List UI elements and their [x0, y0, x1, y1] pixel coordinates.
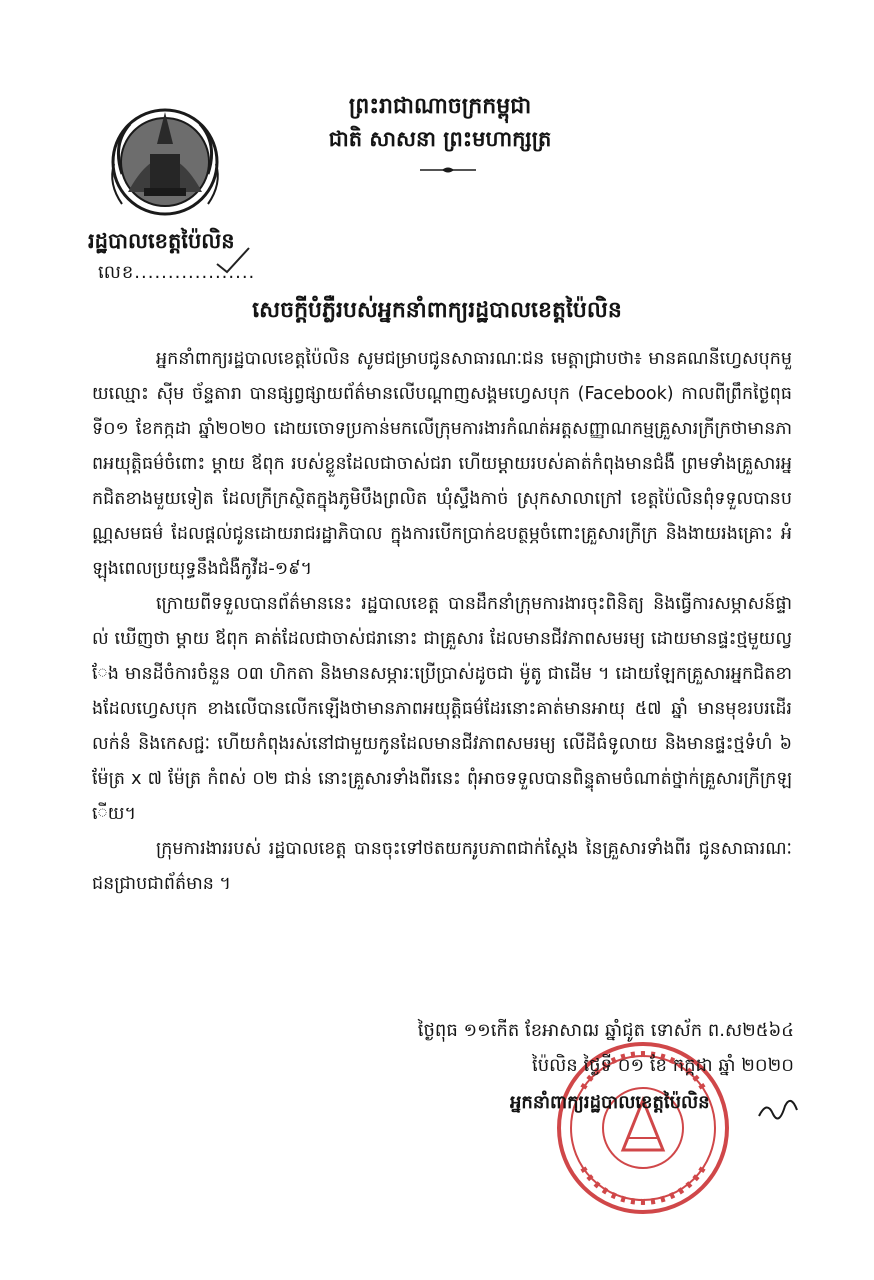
department-name: រដ្ឋបាលខេត្តប៉ៃលិន: [88, 229, 235, 253]
signature-icon: [755, 1092, 815, 1132]
kingdom-heading: ព្រះរាជាណាចក្រកម្ពុជា: [348, 94, 532, 119]
emblem-icon: [100, 104, 230, 222]
paragraph-2: ក្រោយពីទទួលបានព័ត៌មាននេះ រដ្ឋបាលខេត្ត បានដឹកនាំក្រុមការងារចុះពិនិត្យ និងធ្វើការសម្ភាសន៍ផ្ទាល់ ឃើញថា ម្តាយ ឪពុក គាត់ដែលជាចាស់ជរានោះ ជាគ្រួសារ ដែលមានជីវភាពសមរម្យ ដោយមានផ្ទះថ្មមួយល្វែង មានដីចំការចំនួន ០៣ ហិកតា និងមានសម្ភារៈប្រើប្រាស់ដូចជា ម៉ូតូ ជាដើម ។ ដោយឡែកគ្រួសារអ្នកជិតខាងដែលហ្វេសបុក ខាងលើបានលើកឡើងថាមានភាពអយុត្តិធម៌ដែរនោះគាត់មានអាយុ ៥៧ ឆ្នាំ មានមុខរបរដើរលក់នំ និងកេសជ្ជៈ ហើយកំពុងរស់នៅជាមួយកូនដែលមានជីវភាពសមរម្យ លើដីធំទូលាយ និងមានផ្ទះថ្មទំហំ ៦ ម៉ែត្រ x ៧ ម៉ែត្រ កំពស់ ០២ ជាន់ នោះគ្រួសារទាំងពីរនេះ ពុំអាចទទួលបានពិន្ទុតាមចំណាត់ថ្នាក់គ្រួសារក្រីក្រឡើយ។: [92, 594, 792, 824]
paragraph-3: ក្រុមការងាររបស់ រដ្ឋបាលខេត្ត បានចុះទៅថតយករូបភាពជាក់ស្តែង នៃគ្រួសារទាំងពីរ ជូនសាធារណៈជនជ្រាបជាព័ត៌មាន ។: [92, 839, 792, 894]
solar-date: ប៉ៃលិន ថ្ងៃទី ០១ ខែ កក្កដា ឆ្នាំ ២០២០: [532, 1055, 794, 1076]
ornament-icon: [418, 165, 478, 175]
document-title: សេចក្តីបំភ្លឺរបស់អ្នកនាំពាក្យរដ្ឋបាលខេត្តប៉ៃលិន: [252, 298, 622, 323]
document-body: [92, 342, 792, 902]
signer-title: អ្នកនាំពាក្យរដ្ឋបាលខេត្តប៉ៃលិន: [510, 1092, 710, 1113]
paragraph-1: អ្នកនាំពាក្យរដ្ឋបាលខេត្តប៉ៃលិន សូមជម្រាបជូនសាធារណៈជន មេត្តាជ្រាបថា៖ មានគណនីហ្វេសបុកមួយឈ្មោះ ស៊ីម ច័ន្ទតារា បានផ្សព្វផ្សាយព័ត៌មានលើបណ្តាញសង្គមហ្វេសបុក (Facebook) កាលពីព្រឹកថ្ងៃពុធ ទី០១ ខែកក្កដា ឆ្នាំ២០២០ ដោយចោទប្រកាន់មកលើក្រុមការងារកំណត់អត្តសញ្ញាណកម្មគ្រួសារក្រីក្រថាមានភាពអយុត្តិធម៌ចំពោះ ម្តាយ ឪពុក របស់ខ្លួនដែលជាចាស់ជរា ហើយម្តាយរបស់គាត់កំពុងមានជំងឺ ព្រមទាំងគ្រួសារអ្នកជិតខាងមួយទៀត ដែលក្រីក្រស្ថិតក្នុងភូមិបឹងព្រលិត ឃុំស្ទឹងកាច់ ស្រុកសាលាក្រៅ ខេត្តប៉ៃលិនពុំទទួលបានបណ្ណសមធម៌ ដែលផ្តល់ជូនដោយរាជរដ្ឋាភិបាល ក្នុងការបើកប្រាក់ឧបត្ថម្ភចំពោះគ្រួសារក្រីក្រ និងងាយរងគ្រោះ អំឡុងពេលប្រយុទ្ធនឹងជំងឺកូវីដ-១៩។: [92, 349, 792, 579]
checkmark-icon: [213, 246, 253, 276]
lunar-date: ថ្ងៃពុធ ១១កើត ខែអាសាឍ ឆ្នាំជូត ទោស័ក ព.ស២៥៦៤: [417, 1020, 794, 1041]
document-number-line: លេខ..................: [98, 262, 256, 283]
national-motto: ជាតិ សាសនា ព្រះមហាក្សត្រ: [328, 127, 552, 151]
